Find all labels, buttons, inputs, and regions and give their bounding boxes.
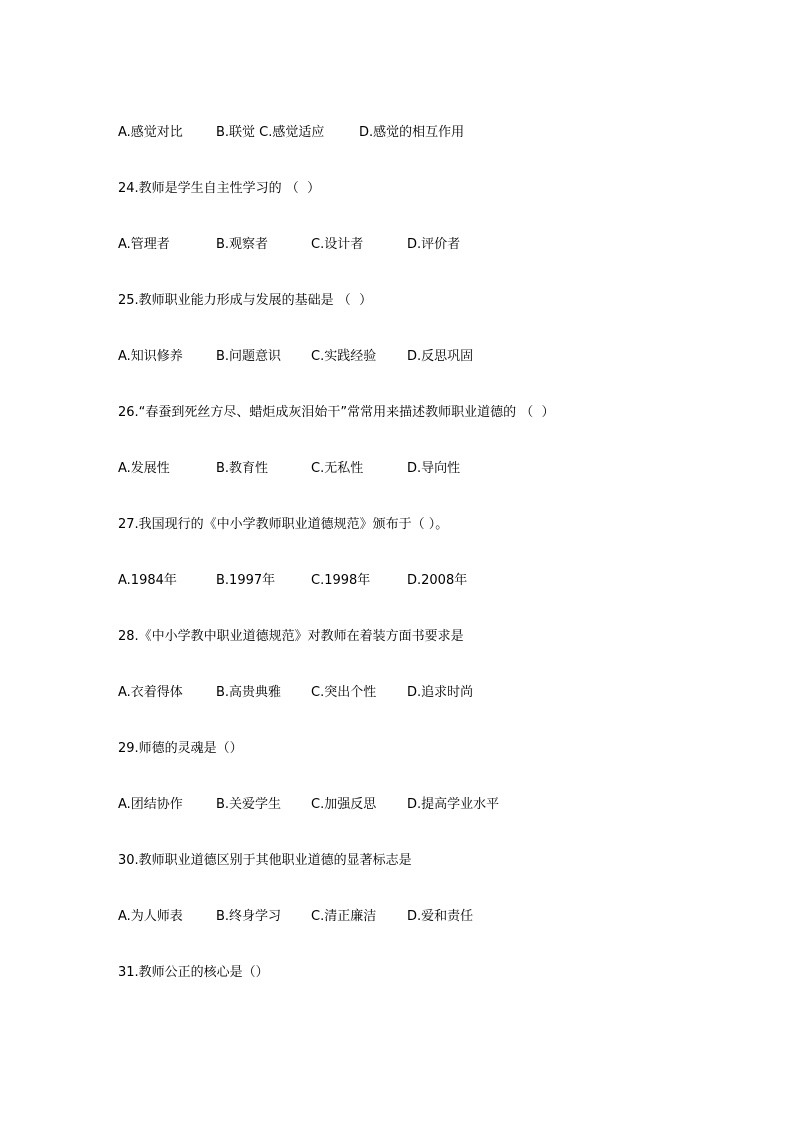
option-c: C.1998年: [311, 573, 371, 588]
question-31: 31.教师公正的核心是（）: [118, 965, 269, 980]
option-c: C.突出个性: [311, 685, 377, 700]
option-a: A.知识修养: [118, 349, 183, 364]
option-d: D.2008年: [407, 573, 468, 588]
option-a: A.1984年: [118, 573, 177, 588]
options-line: [118, 685, 474, 701]
option-d: D.反思巩固: [407, 349, 474, 364]
question-29: 29.师德的灵魂是（）: [118, 741, 243, 756]
option-a: A.管理者: [118, 237, 170, 252]
option-b: B.终身学习: [216, 909, 282, 924]
option-b: B.1997年: [216, 573, 276, 588]
question-26: 26.“春蚕到死丝方尽、蜡炬成灰泪始干”常常用来描述教师职业道德的 （ ）: [118, 405, 555, 420]
options-line: [118, 573, 468, 589]
option-d: D.评价者: [407, 237, 461, 252]
option-c: C.设计者: [311, 237, 364, 252]
options-line: [118, 237, 461, 253]
option-c: C.清正廉洁: [311, 909, 377, 924]
option-d: D.追求时尚: [407, 685, 474, 700]
question-25: 25.教师职业能力形成与发展的基础是 （ ）: [118, 293, 373, 308]
option-d: D.导向性: [407, 461, 461, 476]
option-a: A.衣着得体: [118, 685, 183, 700]
option-b: B.关爱学生: [216, 797, 282, 812]
option-c: C.实践经验: [311, 349, 377, 364]
options-line: [118, 349, 474, 365]
options-line: [118, 797, 500, 813]
option-d: D.感觉的相互作用: [359, 125, 465, 140]
question-27: 27.我国现行的《中小学教师职业道德规范》颁布于（ ）。: [118, 517, 449, 532]
question-30: 30.教师职业道德区别于其他职业道德的显著标志是: [118, 853, 412, 868]
question-24: 24.教师是学生自主性学习的 （ ）: [118, 181, 321, 196]
options-line: [118, 909, 474, 925]
option-d: D.爱和责任: [407, 909, 474, 924]
option-d: D.提高学业水平: [407, 797, 500, 812]
option-a: A.为人师表: [118, 909, 183, 924]
option-c: C.加强反思: [311, 797, 377, 812]
option-b-c: B.联觉 C.感觉适应: [216, 125, 325, 140]
question-28: 28.《中小学教中职业道德规范》对教师在着装方面书要求是: [118, 629, 464, 644]
option-b: B.教育性: [216, 461, 269, 476]
option-b: B.问题意识: [216, 349, 282, 364]
option-a: A.团结协作: [118, 797, 183, 812]
option-a: A.感觉对比: [118, 125, 183, 140]
option-c: C.无私性: [311, 461, 364, 476]
option-b: B.高贵典雅: [216, 685, 282, 700]
options-line: [118, 461, 461, 477]
option-b: B.观察者: [216, 237, 269, 252]
options-line: [118, 125, 465, 141]
option-a: A.发展性: [118, 461, 170, 476]
